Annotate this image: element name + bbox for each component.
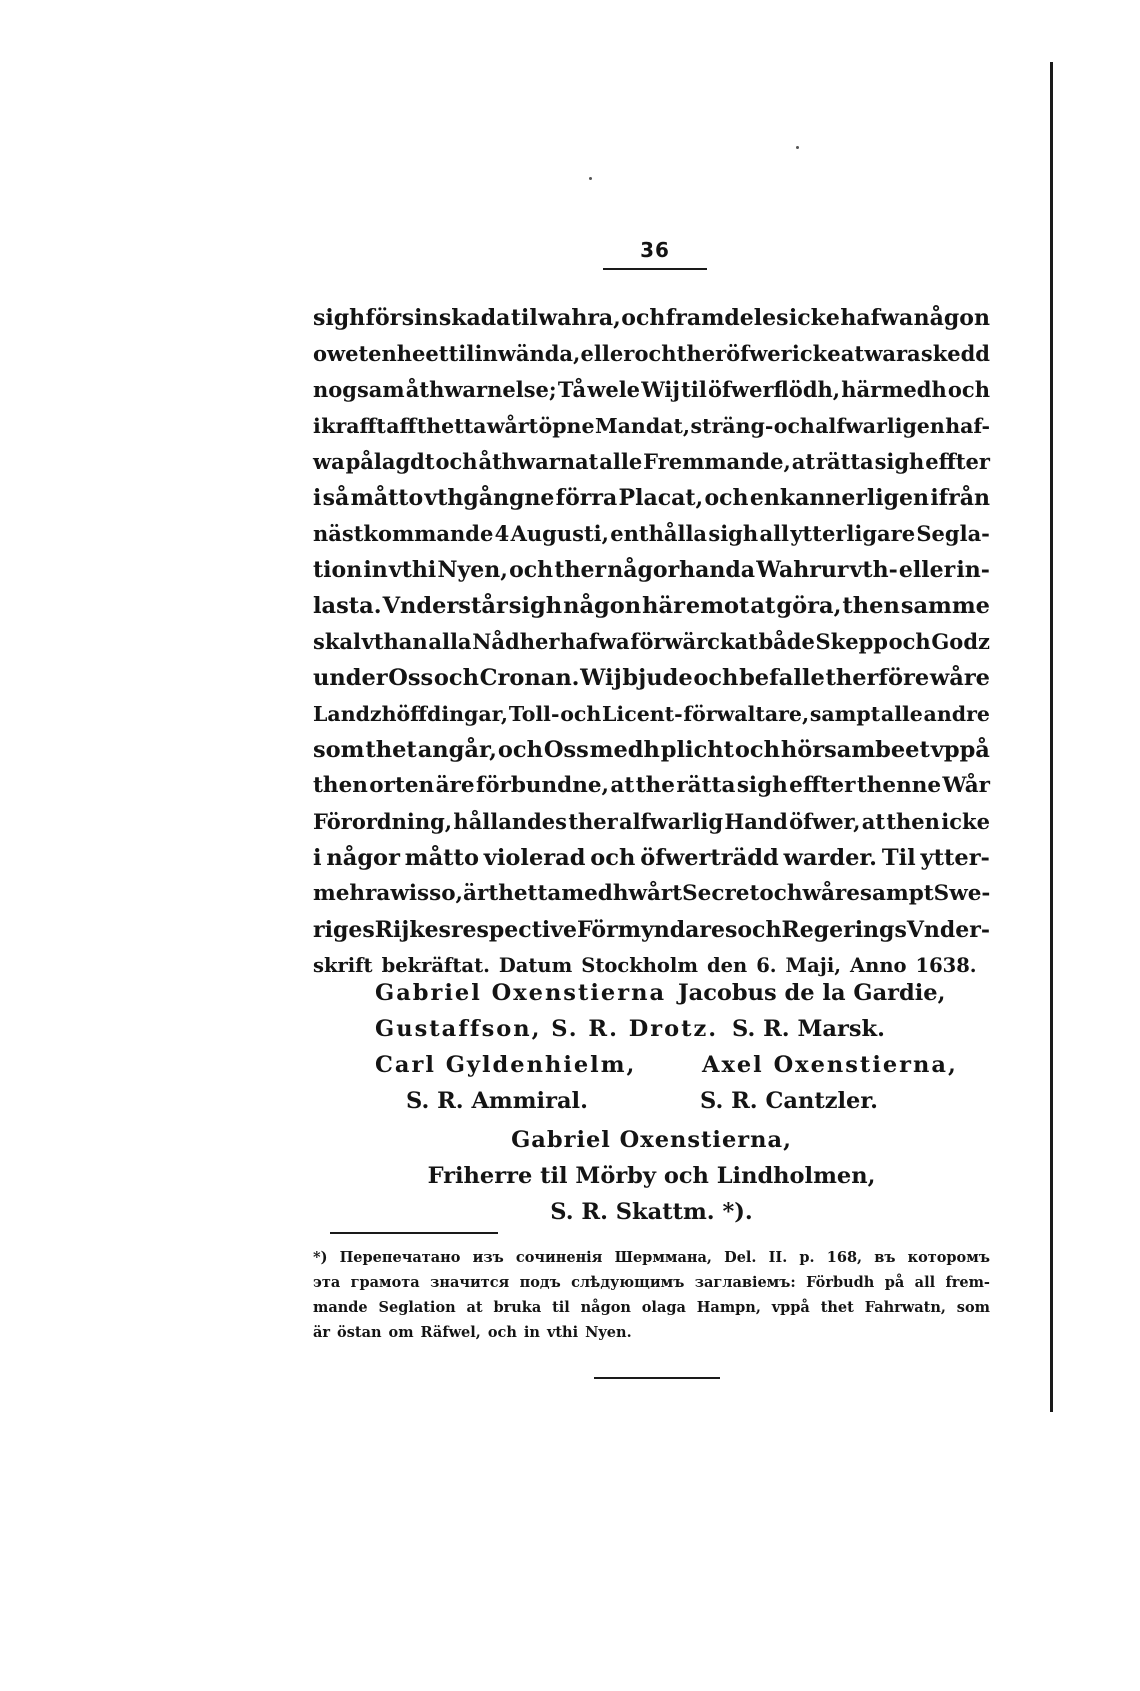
body-line: sigh för sin skada til wahra, och framdeles icke hafwa någon — [313, 305, 990, 331]
body-text — [313, 300, 990, 984]
body-line: nogsam åthwarnelse; Tå wele Wij til öfwerflödh, härmedh och — [313, 377, 990, 402]
scan-speck — [796, 146, 799, 149]
signature-left-2-title: S. R. Ammiral. — [406, 1088, 588, 1114]
signature-center-name: Gabriel Oxenstierna, — [511, 1127, 792, 1153]
signature-right-1-title: S. R. Marsk. — [732, 1016, 885, 1042]
scan-edge-line — [1050, 62, 1053, 1412]
body-line: Förordning, hållandes ther alfwarlig Hand öfwer, at then icke — [313, 809, 990, 834]
body-line: i så måtto vthgångne förra Placat, och enkannerligen ifrån — [313, 485, 990, 511]
signature-right-1-name: Jacobus de la Gardie, — [678, 980, 946, 1006]
signature-left-2-name: Carl Gyldenhielm, — [375, 1052, 637, 1078]
body-line: i krafft aff thetta wårt öpne Mandat, sträng- och alfwarligen haf- — [313, 414, 990, 438]
footnote-line: mande Seglation at bruka til någon olaga Hampn, vppå thet Fahrwatn, som — [313, 1299, 990, 1316]
footnote-line: är östan om Räfwel, och in vthi Nyen. — [313, 1324, 632, 1341]
body-line: i någor måtto violerad och öfwerträdd warder. Til ytter- — [313, 845, 990, 871]
signature-left-1-title: Gustaffson, S. R. Drotz. — [375, 1016, 719, 1042]
body-line: under Oss och Cronan. Wij bjude och befalle therföre wåre — [313, 665, 990, 691]
footnote-separator — [330, 1232, 498, 1234]
body-line: skal vthan alla Nådher hafwa förwärckat både Skepp och Godz — [313, 629, 990, 654]
footnote-line: *) Перепечатано изъ сочиненія Шерммана, Del. II. p. 168, въ которомъ — [313, 1249, 990, 1266]
body-line: owetenheet til inwända, eller och theröfwer icke at wara skedd — [313, 341, 990, 366]
scan-speck — [589, 177, 592, 180]
body-line: skrift bekräftat. Datum Stockholm den 6. Maji, Anno 1638. — [313, 954, 977, 977]
footnote-line: эта грамота значится подъ слѣдующимъ заглавіемъ: Förbudh på all frem- — [313, 1274, 990, 1291]
body-line: som thet angår, och Oss medh plicht och hörsambeet vppå — [313, 737, 990, 763]
body-line: nästkommande 4 Augusti, enthålla sigh all ytterligare Segla- — [313, 521, 990, 546]
body-line: tion in vthi Nyen, och ther någorhanda Wahrur vth- eller in- — [313, 557, 990, 583]
footnote — [313, 1245, 990, 1345]
body-line: riges Rijkes respective Förmyndares och Regerings Vnder- — [313, 917, 990, 943]
signature-right-2-title: S. R. Cantzler. — [700, 1088, 878, 1114]
end-rule — [594, 1377, 720, 1379]
body-line: lasta. Vnderstår sigh någon här emot at göra, then samme — [313, 593, 990, 619]
body-line: then orten äre förbundne, at the rätta sigh effter thenne Wår — [313, 773, 990, 798]
body-line: Landzhöffdingar, Toll- och Licent- förwaltare, sampt alle andre — [313, 702, 990, 726]
signature-left-1-name: Gabriel Oxenstierna — [375, 980, 667, 1006]
signature-right-2-name: Axel Oxenstierna, — [702, 1052, 958, 1078]
body-line: wa pålagdt och åthwarnat alle Fremmande, at rätta sigh effter — [313, 449, 990, 474]
body-line: mehra wisso, är thetta medh wårt Secret och wåre sampt Swe- — [313, 881, 991, 906]
signature-center-line2: Friherre til Mörby och Lindholmen, — [427, 1163, 876, 1189]
signature-center-title: S. R. Skattm. *). — [550, 1199, 753, 1225]
page-number: 36 — [603, 238, 707, 270]
